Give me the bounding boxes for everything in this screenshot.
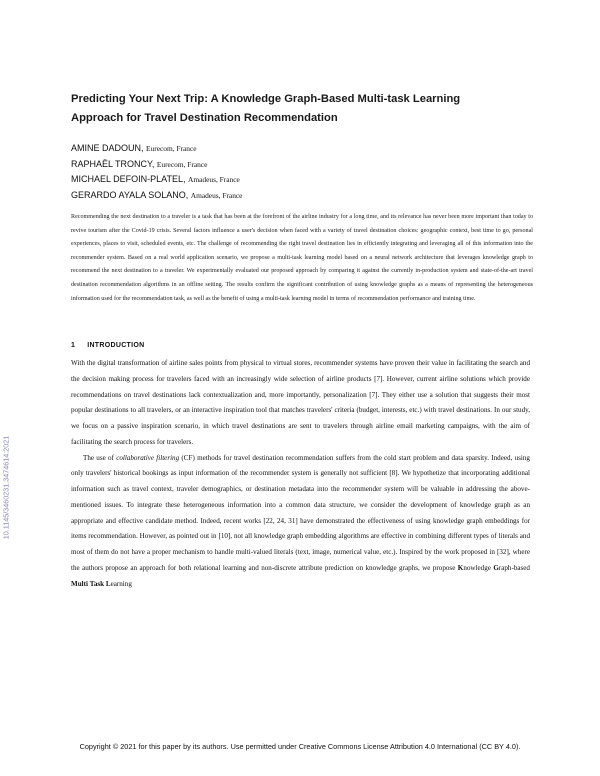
introduction-body: [71, 356, 530, 592]
author-affiliation: Amadeus, France: [188, 175, 240, 184]
bold-word: Task: [89, 579, 105, 588]
section-heading: [71, 342, 144, 349]
bold-letter: K: [457, 563, 464, 572]
text-span: (CF) methods for travel destination recommendation suffers from the cold start problem and data sparsity. Indeed, using only travelers' historical bookings as input information of the recommender system is generally not sufficient [8]. We hypothetize that incorporating additional information such as travel context, traveler demographics, or destination metadata into the recommender system will be valuable in addressing the above-mentioned issues. To integrate these heterogeneous information into a common data structure, we consider the development of knowledge graph as an appropriate and effective candidate method. Indeed, recent works [22, 24, 31] have demonstrated the effectiveness of using knowledge graph embeddings for items recommendation. However, as pointed out in [10], not all knowledge graph embedding algorithms are effective in combining different types of literals and most of them do not have a proper mechanism to handle multi-valued literals (text, image, numerical value, etc.). Inspired by the work proposed in [32], where the authors propose an approach for both relational learning and non-discrete attribute prediction on knowledge graphs, we propose: [71, 453, 530, 572]
text-span: earning: [110, 579, 132, 588]
author-name: GERARDO AYALA SOLANO,: [71, 189, 189, 200]
section-number: 1: [71, 342, 76, 349]
text-span: raph-based: [498, 563, 530, 572]
author-name: RAPHAËL TRONCY,: [71, 158, 155, 169]
bold-letter: L: [105, 579, 111, 588]
copyright-footer: Copyright © 2021 for this paper by its authors. Use permitted under Creative Commons License Attribution 4.0 International (CC BY 4.0).: [79, 742, 521, 751]
text-span: The use of: [83, 453, 117, 462]
author-affiliation: Eurecom, France: [146, 144, 197, 153]
author-name: AMINE DADOUN,: [71, 143, 144, 153]
author-affiliation: Eurecom, France: [156, 159, 208, 169]
italic-term: collaborative filtering: [116, 453, 180, 462]
paragraph-2: [71, 451, 530, 593]
abstract: Recommending the next destination to a traveler is a task that has been at the forefront of the airline industry for a long time, and its relevance has never been more important than today to revive tourism after the Covid-19 crisis. Several factors influence a user's decision when faced with a variety of travel destination choices: geographic context, best time to go, personal experiences, places to visit, scheduled events, etc. The challenge of recommending the right travel destination lies in efficiently integrating and leveraging all of this information into the recommender system. Based on a real world application scenario, we propose a multi-task learning model based on a neural network architecture that leverages knowledge graph to recommend the next destination to a traveler. We experimentally evaluated our proposed approach by comparing it against the currently in-production system and state-of-the-art travel destination recommendation algorithms in an offline setting. The results confirm the significant contribution of using knowledge graphs as a means of representing the heterogeneous information used for the recommendation task, as well as the benefit of using a multi-task learning model in terms of recommendation performance and training time.: [71, 214, 533, 302]
bold-letter: G: [493, 563, 499, 572]
author-name: MICHAEL DEFOIN-PLATEL,: [71, 174, 186, 184]
paper-title: Predicting Your Next Trip: A Knowledge Graph-Based Multi-task Learning Approach for Travel Destination Recommendation: [71, 93, 461, 124]
text-span: nowledge: [463, 563, 494, 572]
bold-word: Multi: [71, 579, 88, 588]
doi-sidebar[interactable]: 10.1145/3460231.3474614:2021: [1, 435, 11, 540]
author-2: [71, 157, 471, 173]
author-3: [71, 172, 471, 188]
section-title: INTRODUCTION: [87, 342, 145, 349]
paragraph-1: With the digital transformation of airline sales points from physical to virtual stores, recommender systems have proven their value in facilitating the search and the decision making process for travelers faced with an increasingly wide selection of airline products [7]. However, current airline solutions which provide recommendations on travel destinations lack contextualization and, more importantly, personalization [7]. They either use a solution that suggests their most popular destinations to all travelers, or an interactive inspiration tool that matches travelers' criteria (budget, interests, etc.) with travel destinations. In our study, we focus on a passive inspiration scenario, in which travel destinations are sent to travelers through airline email marketing campaigns, with the aim of facilitating the search process for travelers.: [71, 359, 530, 446]
author-4: [71, 188, 471, 204]
author-1: [71, 141, 471, 157]
author-affiliation: Amadeus, France: [190, 190, 243, 200]
author-list: [71, 141, 471, 203]
